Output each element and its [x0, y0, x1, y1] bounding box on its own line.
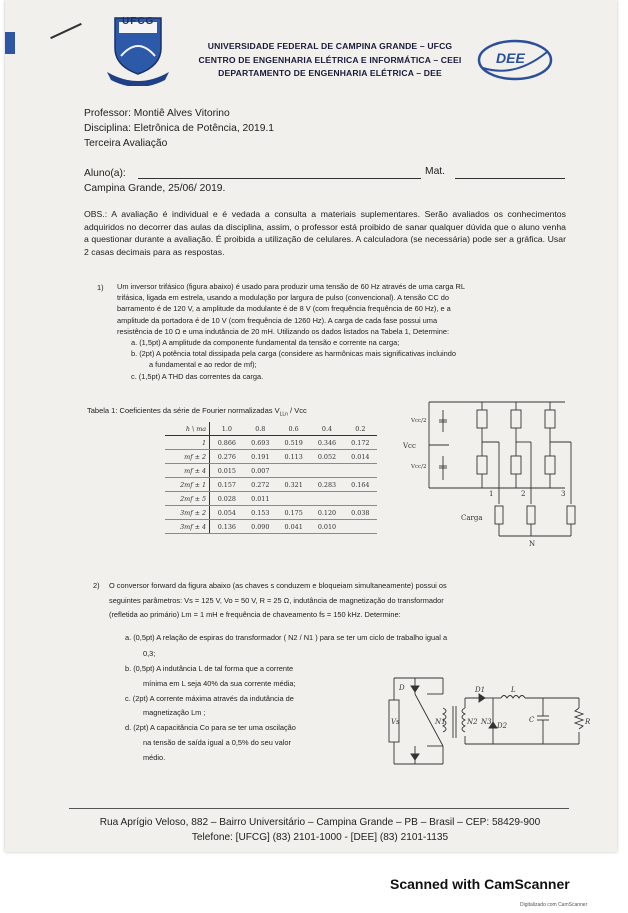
forward-l-label: L	[511, 686, 516, 694]
table-row	[165, 478, 377, 492]
table-cell: 2mf ± 1	[165, 478, 210, 492]
q2-item-a: a. (0,5pt) A relação de espiras do transformador ( N2 / N1 ) para se ter um ciclo de trabalho igual a	[125, 633, 448, 642]
table-header-cell: 0.2	[344, 422, 377, 436]
question-2-text	[109, 579, 569, 623]
question-1-number: 1)	[97, 283, 104, 292]
table-cell: 0.272	[244, 478, 277, 492]
table-cell: 0.120	[310, 506, 343, 520]
question-2-items-left	[125, 662, 375, 766]
registration-label: Mat.	[425, 166, 446, 177]
table-row	[165, 520, 377, 534]
forward-d-label: D	[399, 684, 405, 692]
inverter-neutral-label: N	[529, 540, 536, 546]
q1-line: barramento é de 120 V, a amplitude da modulante é de 8 V (com frequência frequência de 60 Hz), e a	[117, 304, 451, 314]
table-header-row	[165, 422, 377, 436]
table-cell: 3mf ± 2	[165, 506, 210, 520]
inverter-node-3: 3	[561, 490, 566, 498]
table-header-cell: 0.4	[310, 422, 343, 436]
q2-item-d-cont: na tensão de saída igual a 0,5% do seu valor	[143, 737, 291, 747]
blue-margin-mark	[5, 32, 15, 54]
q2-item-d: d. (2pt) A capacitância Co para se ter uma oscilação	[125, 723, 296, 733]
observations-paragraph: OBS.: A avaliação é individual e é vedada a consulta a materiais suplementares. Serão avaliados os conhecimentos adquiridos no decorrer das aulas da disciplina, assim, o professor está proibido de sanar qualquer dúvida que o aluno venha a questionar durante a avaliação. É proibida a utilização de celulares. A calculadora (se necessária) pode ser a gráfica. Usar 2 casas decimais para as respostas.	[84, 209, 566, 257]
table-cell: 1	[165, 436, 210, 450]
student-name-field[interactable]	[138, 178, 421, 179]
q2-item-c-cont: magnetização Lm ;	[143, 708, 206, 718]
footer-divider	[69, 808, 569, 809]
inverter-circuit-diagram	[403, 396, 581, 546]
forward-d1-label: D1	[475, 686, 486, 694]
q1-item-b: b. (2pt) A potência total dissipada pela carga (considere as harmônicas mais significativas incluindo	[131, 349, 456, 359]
table-row	[165, 436, 377, 450]
scanner-watermark-small: Digitalizado com CamScanner	[520, 902, 588, 908]
table-cell: 0.015	[210, 464, 244, 478]
q2-line: seguintes parâmetros: Vs = 125 V, Vo = 50 V, R = 25 Ω, indutância de magnetização do transformador	[109, 595, 444, 605]
inverter-load-label: Carga	[461, 514, 483, 522]
forward-n3-label: N3	[481, 718, 492, 726]
table-cell: 0.011	[244, 492, 277, 506]
table-cell: 0.191	[244, 450, 277, 464]
footer-address	[65, 815, 575, 845]
table-cell: 0.007	[244, 464, 277, 478]
q1-line: resistência de 10 Ω e uma indutância de 20 mH. Utilizando os dados listados na Tabela 1, Determine:	[117, 326, 449, 336]
q1-item-a: a. (1,5pt) A amplitude da componente fundamental da tensão e corrente na carga;	[131, 338, 400, 348]
table-cell: 0.276	[210, 450, 244, 464]
table-cell	[310, 492, 343, 506]
table-cell: 0.113	[277, 450, 310, 464]
table-cell: 0.175	[277, 506, 310, 520]
table-cell: 0.028	[210, 492, 244, 506]
table-cell	[344, 520, 377, 534]
ufcg-logo-text: UFCG	[122, 16, 155, 27]
table-header-cell: 0.6	[277, 422, 310, 436]
table-cell: 0.014	[344, 450, 377, 464]
q2-item-d-cont2: médio.	[143, 752, 166, 762]
q2-item-c: c. (2pt) A corrente máxima através da indutância de	[125, 693, 294, 703]
table-cell	[344, 464, 377, 478]
footer-phone-line: Telefone: [UFCG] (83) 2101-1000 - [DEE] (83) 2101-1135	[191, 832, 449, 843]
table-header-cell: h \ ma	[165, 422, 210, 436]
forward-n1-label: N1	[435, 718, 446, 726]
fourier-coefficients-table	[165, 422, 377, 534]
exam-title: Terceira Avaliação	[84, 138, 168, 149]
table-cell	[277, 492, 310, 506]
footer-address-line: Rua Aprígio Veloso, 882 – Bairro Universitário – Campina Grande – PB – Brasil – CEP: 58429-900	[99, 817, 541, 828]
forward-converter-diagram	[383, 658, 593, 784]
table-cell: mf ± 2	[165, 450, 210, 464]
table-cell: 0.164	[344, 478, 377, 492]
scanner-watermark: Scanned with CamScanner	[390, 876, 570, 892]
forward-vs-label: Vs	[391, 718, 400, 726]
q2-line: (refletida ao primário) Lm = 1 mH e frequência de chaveamento fs = 150 kHz. Determine:	[109, 610, 401, 619]
table-caption-end: / Vcc	[287, 406, 307, 415]
institution-header	[180, 40, 480, 81]
table-cell: 0.153	[244, 506, 277, 520]
registration-field[interactable]	[455, 178, 565, 179]
question-2-items	[125, 630, 565, 661]
q2-line: O conversor forward da figura abaixo (as chaves s conduzem e bloqueiam simultaneamente) possui os	[109, 581, 447, 590]
table-row	[165, 464, 377, 478]
inverter-half-voltage-top: Vcc/2	[411, 418, 427, 424]
table-cell: 0.346	[310, 436, 343, 450]
q1-line: amplitude da portadora é de 10 V (com frequência de 1260 Hz). A carga de cada fase possui uma	[117, 315, 438, 325]
q2-item-b: b. (0,5pt) A indutância L de tal forma que a corrente	[125, 664, 294, 673]
q1-item-b-cont: a fundamental e ao redor de mf);	[149, 360, 257, 370]
professor-line: Professor: Montiê Alves Vitorino	[84, 108, 230, 119]
table-cell: 0.010	[310, 520, 343, 534]
question-2-number: 2)	[93, 581, 100, 590]
dee-logo-text: DEE	[496, 50, 525, 66]
table-cell	[310, 464, 343, 478]
q1-line: trifásica, ligada em estrela, usando a modulação por largura de pulso (convencional). A tensão CC do	[117, 293, 449, 303]
table-cell: 0.519	[277, 436, 310, 450]
table-cell: 0.038	[344, 506, 377, 520]
inverter-vcc-label: Vcc	[403, 442, 416, 450]
discipline-line: Disciplina: Eletrônica de Potência, 2019.1	[84, 123, 275, 134]
table-cell: 3mf ± 4	[165, 520, 210, 534]
exam-sheet	[5, 0, 617, 852]
q2-item-a-cont: 0,3;	[143, 648, 156, 658]
table-cell: mf ± 4	[165, 464, 210, 478]
table-cell: 0.136	[210, 520, 244, 534]
table-cell: 0.693	[244, 436, 277, 450]
q1-item-c: c. (1,5pt) A THD das correntes da carga.	[131, 371, 264, 381]
table-cell: 0.157	[210, 478, 244, 492]
table-cell: 0.090	[244, 520, 277, 534]
table-cell: 0.052	[310, 450, 343, 464]
table-row	[165, 506, 377, 520]
table-cell: 0.283	[310, 478, 343, 492]
q2-item-b-cont: mínima em L seja 40% da sua corrente média;	[143, 678, 296, 688]
table-header-cell: 0.8	[244, 422, 277, 436]
table-cell: 0.054	[210, 506, 244, 520]
table-row	[165, 450, 377, 464]
table-1-caption	[87, 406, 307, 418]
table-cell: 2mf ± 5	[165, 492, 210, 506]
q1-line: Um inversor trifásico (figura abaixo) é usado para produzir uma tensão de 60 Hz através de uma carga RL	[117, 282, 465, 291]
forward-r-label: R	[585, 718, 591, 726]
table-cell: 0.172	[344, 436, 377, 450]
student-label: Aluno(a):	[84, 168, 126, 179]
pen-stroke	[50, 23, 82, 39]
inverter-node-1: 1	[489, 490, 494, 498]
table-cell	[344, 492, 377, 506]
table-cell: 0.041	[277, 520, 310, 534]
header-line-3: DEPARTAMENTO DE ENGENHARIA ELÉTRICA – DEE	[218, 68, 442, 78]
table-cell: 0.321	[277, 478, 310, 492]
table-row	[165, 492, 377, 506]
date-line: Campina Grande, 25/06/ 2019.	[84, 183, 226, 194]
table-cell: 0.866	[210, 436, 244, 450]
table-cell	[277, 464, 310, 478]
table-header-cell: 1.0	[210, 422, 244, 436]
question-1-text	[117, 281, 567, 382]
header-line-1: UNIVERSIDADE FEDERAL DE CAMPINA GRANDE – UFCG	[207, 41, 453, 51]
inverter-node-2: 2	[521, 490, 526, 498]
inverter-half-voltage-bottom: Vcc/2	[411, 464, 427, 470]
table-caption-text: Tabela 1: Coeficientes da série de Fourier normalizadas V	[87, 406, 280, 415]
forward-n2-label: N2	[467, 718, 478, 726]
forward-c-label: C	[529, 716, 535, 724]
table-caption-sub: LLn	[279, 411, 288, 418]
header-line-2: CENTRO DE ENGENHARIA ELÉTRICA E INFORMÁTICA – CEEI	[198, 54, 462, 65]
forward-d2-label: D2	[497, 722, 508, 730]
